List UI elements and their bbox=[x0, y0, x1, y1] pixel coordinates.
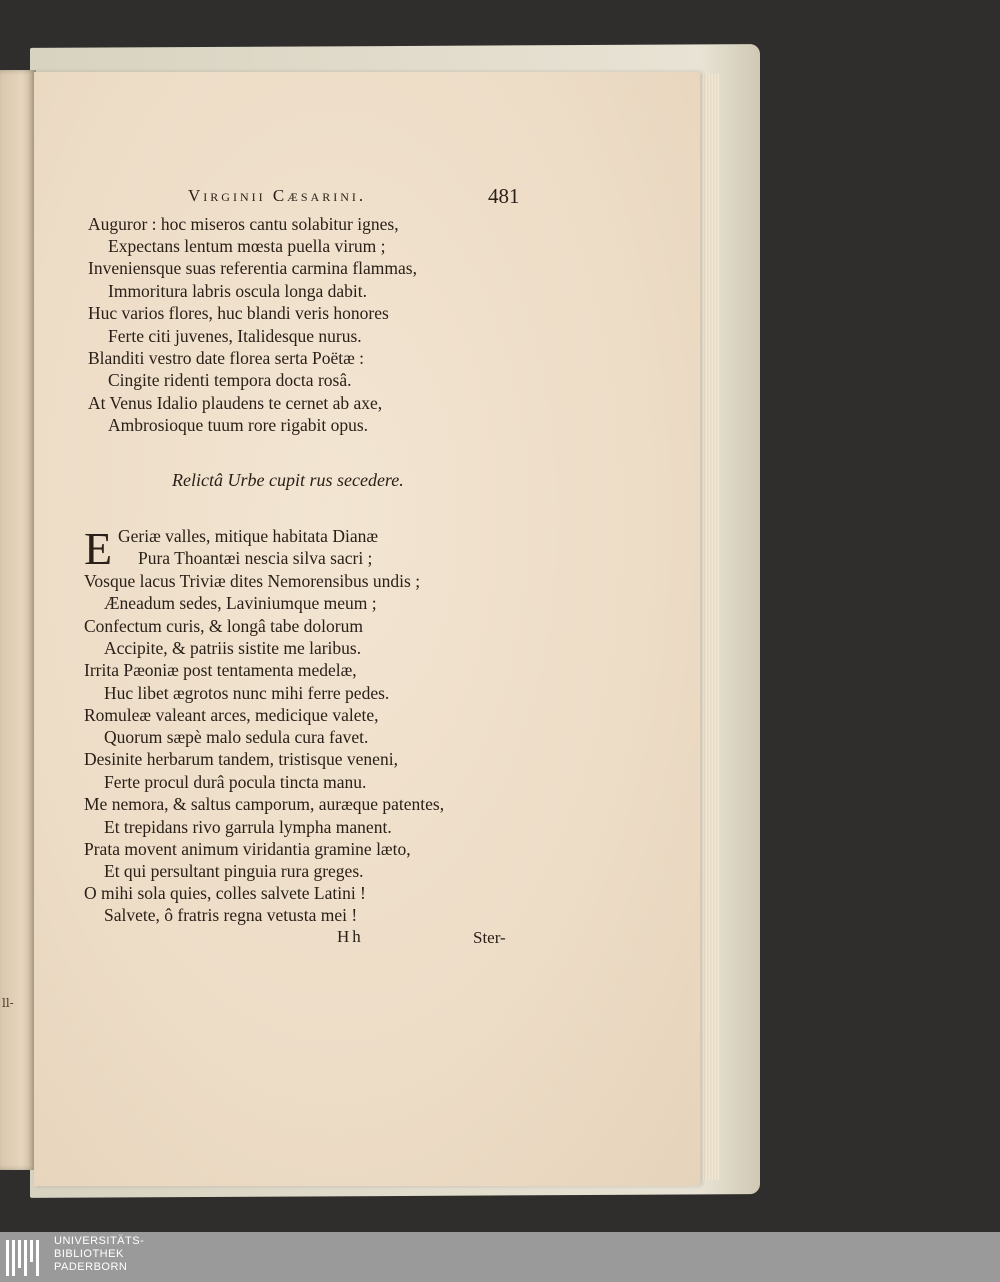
library-name-line-1: UNIVERSITÄTS- bbox=[54, 1235, 145, 1247]
catchword: Ster- bbox=[473, 928, 506, 947]
verse-line: O mihi sola quies, colles salvete Latini ! bbox=[84, 883, 366, 903]
verse-line: Desinite herbarum tandem, tristisque veneni, bbox=[84, 749, 398, 769]
running-head: Virginii Cæsarini. bbox=[188, 186, 367, 205]
verse-line: Inveniensque suas referentia carmina flammas, bbox=[88, 258, 417, 278]
library-name-line-2: BIBLIOTHEK bbox=[54, 1248, 124, 1260]
verse-line: Pura Thoantæi nescia silva sacri ; bbox=[138, 548, 373, 568]
verse-line: Quorum sæpè malo sedula cura favet. bbox=[104, 727, 369, 747]
verse-line: Æneadum sedes, Laviniumque meum ; bbox=[104, 593, 377, 613]
verse-line: Confectum curis, & longâ tabe dolorum bbox=[84, 616, 363, 636]
verse-line: Ambrosioque tuum rore rigabit opus. bbox=[108, 415, 369, 435]
verse-line: Huc libet ægrotos nunc mihi ferre pedes. bbox=[104, 683, 390, 703]
verse-line: Prata movent animum viridantia gramine læto, bbox=[84, 839, 411, 859]
verse-line: Et qui persultant pinguia rura greges. bbox=[104, 861, 364, 881]
verse-line: Auguror : hoc miseros cantu solabitur ignes, bbox=[88, 214, 399, 234]
verse-line: Cingite ridenti tempora docta rosâ. bbox=[108, 370, 352, 390]
poem-title: Relictâ Urbe cupit rus secedere. bbox=[172, 470, 404, 490]
signature-mark: Hh bbox=[337, 927, 364, 946]
page-number: 481 bbox=[488, 184, 520, 208]
verse-line: Et trepidans rivo garrula lympha manent. bbox=[104, 817, 392, 837]
verse-line: Geriæ valles, mitique habitata Dianæ bbox=[118, 526, 379, 546]
verse-line: Accipite, & patriis sistite me laribus. bbox=[104, 638, 362, 658]
verse-line: Vosque lacus Triviæ dites Nemorensibus undis ; bbox=[84, 571, 421, 591]
library-logo-icon bbox=[6, 1240, 46, 1276]
library-name-line-3: PADERBORN bbox=[54, 1261, 128, 1273]
library-footer bbox=[0, 1232, 1000, 1282]
verse-line: Ferte citi juvenes, Italidesque nurus. bbox=[108, 326, 362, 346]
left-page-fragment: ll- bbox=[2, 996, 14, 1010]
verse-line: Expectans lentum mœsta puella virum ; bbox=[108, 236, 386, 256]
left-page-edge bbox=[0, 70, 36, 1170]
verse-line: Immoritura labris oscula longa dabit. bbox=[108, 281, 368, 301]
verse-line: Blanditi vestro date florea serta Poëtæ : bbox=[88, 348, 365, 368]
verse-line: Romuleæ valeant arces, medicique valete, bbox=[84, 705, 379, 725]
drop-cap: E bbox=[84, 523, 113, 574]
verse-line: At Venus Idalio plaudens te cernet ab axe, bbox=[88, 393, 383, 413]
verse-line: Huc varios flores, huc blandi veris honores bbox=[88, 303, 389, 323]
verse-line: Me nemora, & saltus camporum, auræque patentes, bbox=[84, 794, 445, 814]
library-name bbox=[54, 1235, 144, 1274]
verse-line: Irrita Pæoniæ post tentamenta medelæ, bbox=[84, 660, 357, 680]
verse-line: Ferte procul durâ pocula tincta manu. bbox=[104, 772, 367, 792]
verse-line: Salvete, ô fratris regna vetusta mei ! bbox=[104, 905, 358, 925]
